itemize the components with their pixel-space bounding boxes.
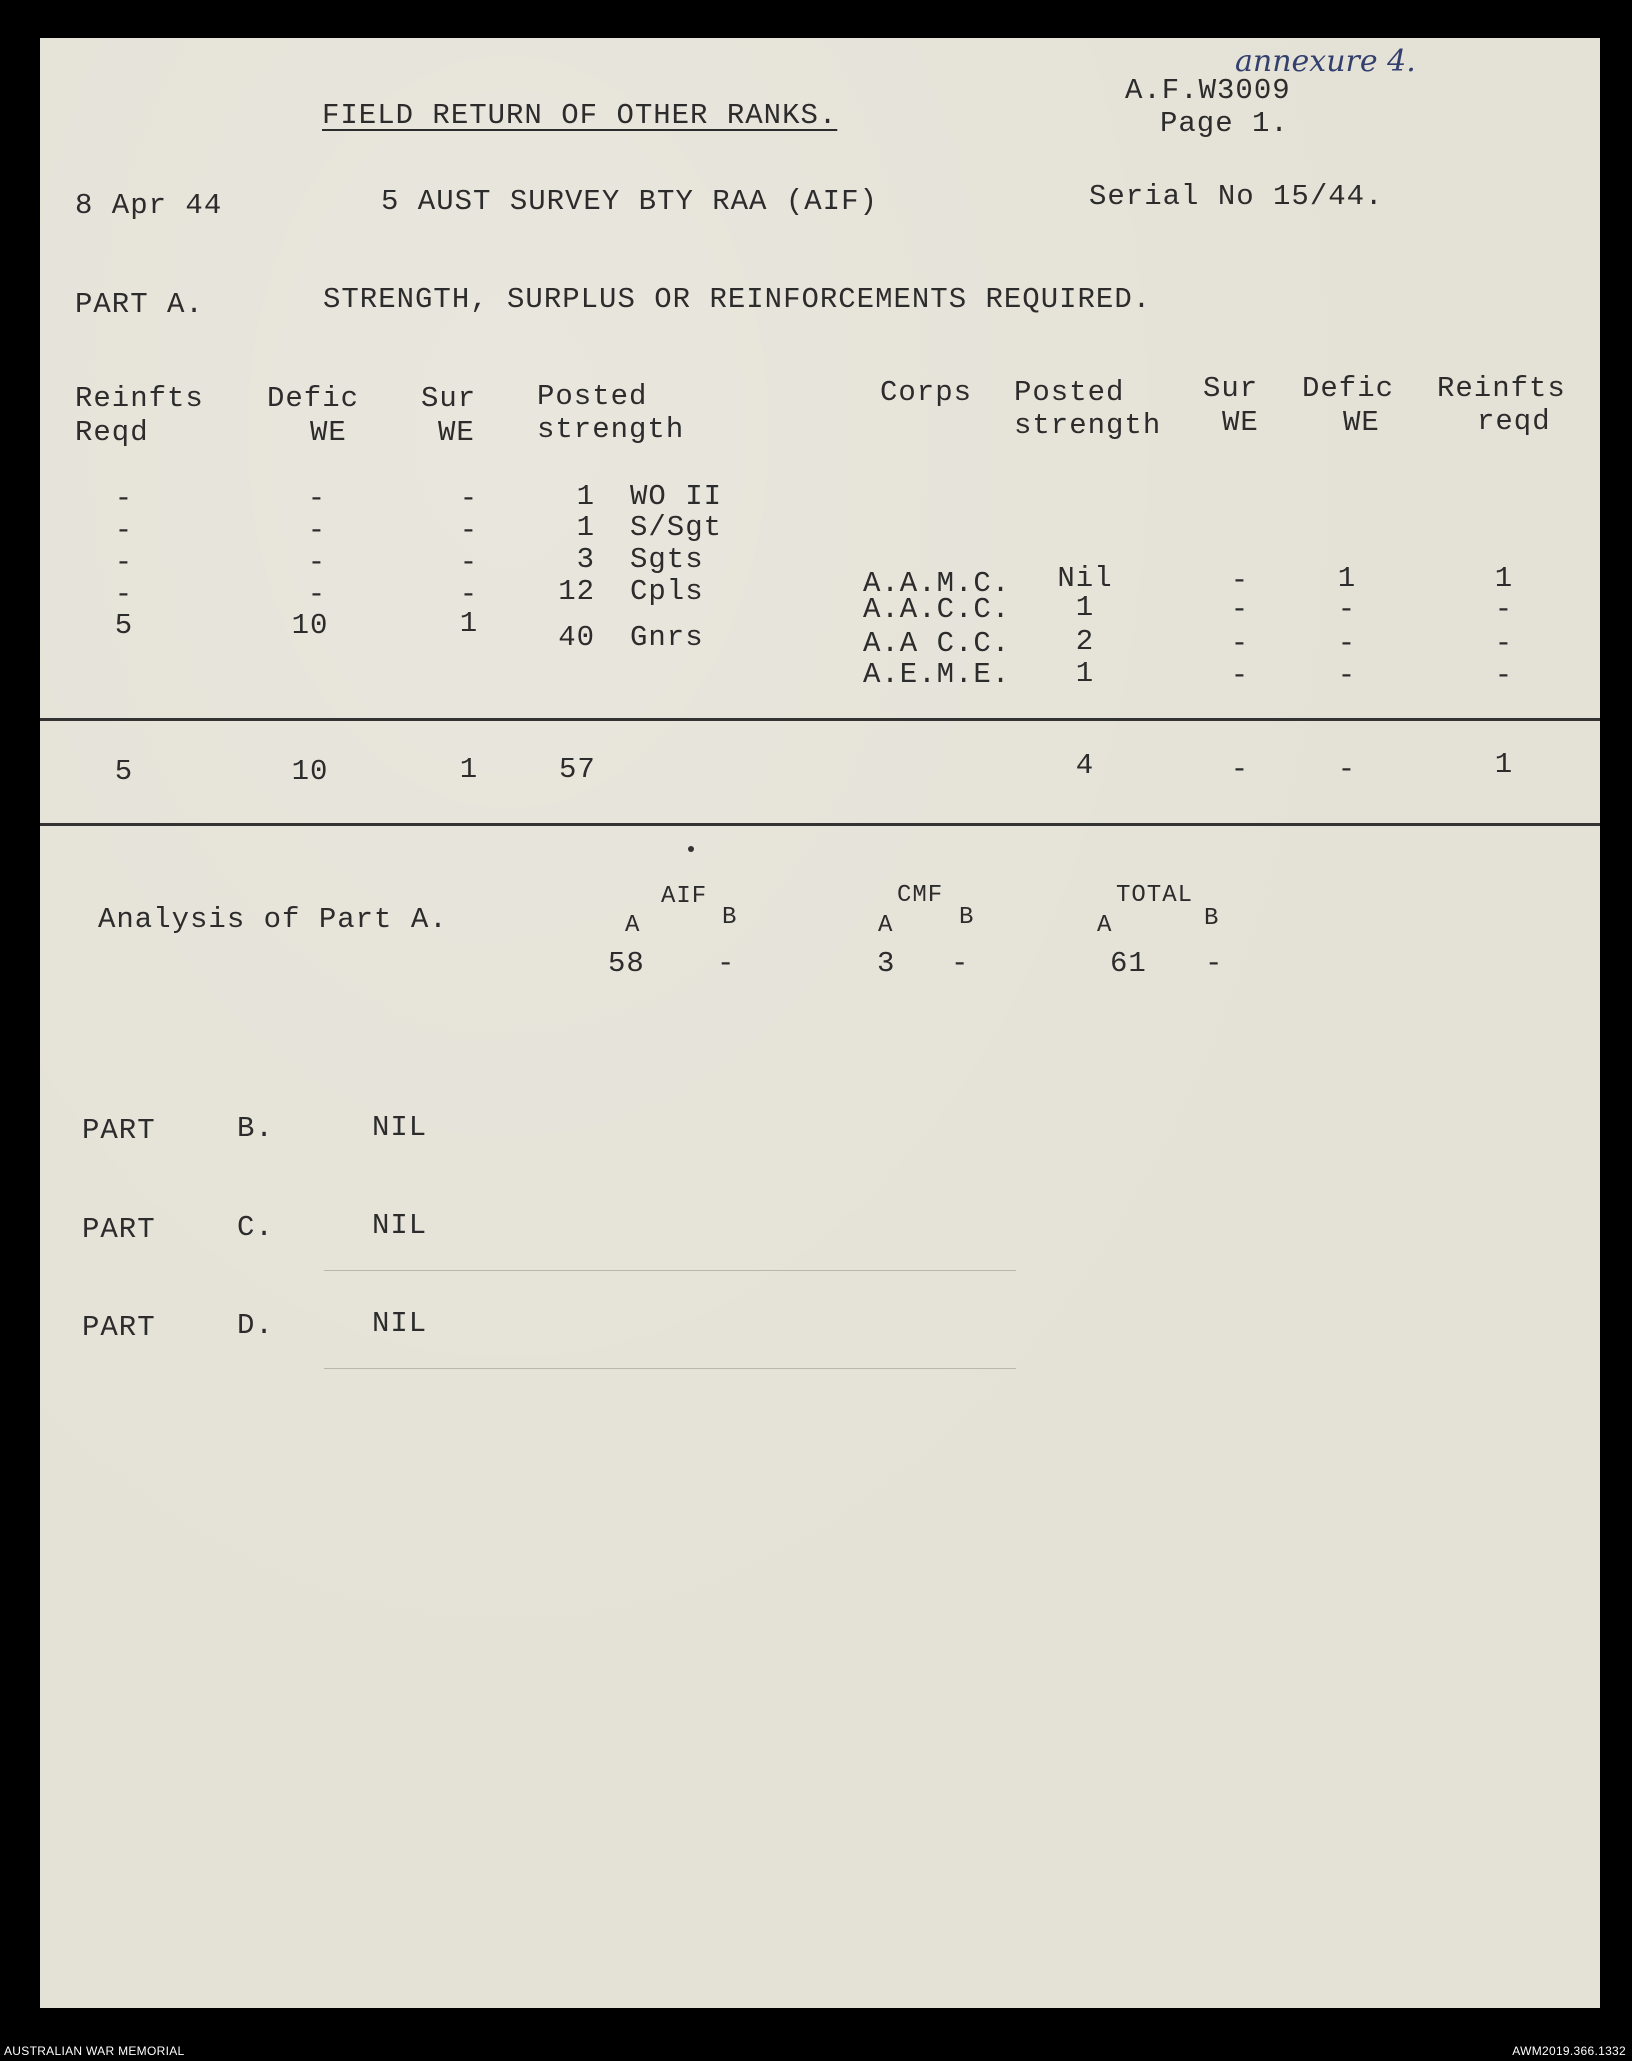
analysis-b-label: B	[722, 904, 738, 931]
part-value: NIL	[372, 1111, 428, 1144]
part-letter: D.	[237, 1309, 274, 1342]
col-header-sur-we: WE	[438, 416, 475, 449]
unit-name: 5 AUST SURVEY BTY RAA (AIF)	[381, 185, 878, 218]
analysis-a-value: 58	[608, 947, 645, 980]
analysis-label: Analysis of Part A.	[98, 903, 448, 936]
col-header-defic-we: WE	[310, 416, 347, 449]
handwritten-annotation: annexure 4.	[1235, 44, 1416, 79]
col-header-right-strength: strength	[1014, 409, 1162, 442]
col-header-strength: strength	[537, 413, 685, 446]
cell-posted: 3	[576, 543, 595, 576]
footer-archive-name: AUSTRALIAN WAR MEMORIAL	[4, 2044, 185, 2058]
col-header-sur: Sur	[421, 382, 477, 415]
rule-below-totals	[40, 823, 1600, 826]
cell-defic: 10	[291, 609, 329, 642]
analysis-group-name: TOTAL	[1116, 882, 1194, 909]
analysis-a-label: A	[878, 912, 894, 939]
document-sheet	[40, 38, 1600, 2008]
cell-reinfts: -	[114, 514, 134, 547]
col-header-right-sur-we: WE	[1222, 406, 1259, 439]
analysis-b-value: -	[1205, 947, 1224, 980]
cell-sur: -	[1230, 659, 1250, 692]
analysis-b-value: -	[717, 947, 736, 980]
part-label: PART	[82, 1114, 156, 1147]
cell-rank: Gnrs	[630, 621, 704, 654]
analysis-b-label: B	[1204, 905, 1220, 932]
cell-corps: A.A C.C.	[863, 627, 1011, 660]
analysis-group-name: CMF	[897, 882, 944, 909]
cell-sur: -	[1230, 564, 1250, 597]
cell-defic: -	[307, 514, 327, 547]
cell-posted: 12	[558, 575, 595, 608]
analysis-a-label: A	[625, 912, 641, 939]
cell-reinfts: -	[114, 546, 134, 579]
cell-posted: 1	[576, 480, 595, 513]
cell-sur: -	[459, 514, 479, 547]
total-defic: 10	[291, 755, 329, 788]
total-reinfts: 5	[114, 755, 134, 788]
col-header-reinfts: Reinfts	[75, 382, 204, 415]
col-header-reqd: Reqd	[75, 416, 149, 449]
cell-defic: -	[1337, 593, 1357, 626]
cell-rank: Sgts	[630, 543, 704, 576]
total-right-posted: 4	[1075, 749, 1095, 782]
cell-corps: A.A.M.C.	[863, 567, 1011, 600]
analysis-a-value: 61	[1110, 947, 1147, 980]
col-header-defic: Defic	[267, 382, 360, 415]
total-right-sur: -	[1230, 753, 1250, 786]
cell-defic: -	[307, 482, 327, 515]
col-header-right-defic-we: WE	[1343, 406, 1380, 439]
part-a-label: PART A.	[75, 288, 204, 321]
analysis-b-label: B	[959, 904, 975, 931]
cell-rank: S/Sgt	[630, 511, 723, 544]
cell-sur: -	[459, 482, 479, 515]
cell-posted: 40	[558, 621, 595, 654]
cell-rank: WO II	[630, 480, 723, 513]
col-header-right-defic: Defic	[1302, 372, 1395, 405]
analysis-b-value: -	[951, 947, 970, 980]
analysis-a-label: A	[1097, 912, 1113, 939]
serial-number: Serial No 15/44.	[1089, 180, 1384, 213]
cell-posted: Nil	[1057, 562, 1113, 595]
cell-sur: -	[459, 578, 479, 611]
cell-sur: -	[459, 546, 479, 579]
document-title: FIELD RETURN OF OTHER RANKS.	[322, 99, 838, 132]
total-posted: 57	[559, 753, 596, 786]
total-sur: 1	[459, 753, 479, 786]
part-a-heading: STRENGTH, SURPLUS OR REINFORCEMENTS REQUIRED.	[323, 283, 1152, 316]
cell-corps: A.E.M.E.	[863, 658, 1011, 691]
col-header-right-reinfts: Reinfts	[1437, 372, 1566, 405]
part-label: PART	[82, 1213, 156, 1246]
cell-defic: 1	[1337, 562, 1357, 595]
total-right-defic: -	[1337, 753, 1357, 786]
cell-reinfts: -	[114, 482, 134, 515]
analysis-group-name: AIF	[661, 883, 708, 910]
ink-dot	[688, 846, 694, 852]
cell-corps: A.A.C.C.	[863, 593, 1011, 626]
faint-rule-2	[324, 1368, 1016, 1369]
cell-sur: 1	[459, 607, 479, 640]
col-header-corps: Corps	[880, 376, 973, 409]
cell-posted: 1	[576, 511, 595, 544]
cell-defic: -	[1337, 659, 1357, 692]
cell-reinfts: -	[1494, 659, 1514, 692]
col-header-posted: Posted	[537, 380, 648, 413]
cell-posted: 1	[1075, 591, 1095, 624]
analysis-a-value: 3	[877, 947, 896, 980]
cell-reinfts: 1	[1494, 562, 1514, 595]
return-date: 8 Apr 44	[75, 189, 223, 222]
footer-accession-number: AWM2019.366.1332	[1512, 2044, 1626, 2058]
faint-rule-1	[324, 1270, 1016, 1271]
cell-reinfts: -	[114, 578, 134, 611]
part-label: PART	[82, 1311, 156, 1344]
total-right-reinfts: 1	[1494, 748, 1514, 781]
page-number: Page 1.	[1160, 107, 1289, 140]
form-number: A.F.W3009	[1125, 74, 1291, 107]
cell-reinfts: -	[1494, 593, 1514, 626]
cell-defic: -	[307, 546, 327, 579]
cell-reinfts: -	[1494, 627, 1514, 660]
part-value: NIL	[372, 1307, 428, 1340]
col-header-right-posted: Posted	[1014, 376, 1125, 409]
cell-posted: 2	[1075, 625, 1095, 658]
part-letter: B.	[237, 1112, 274, 1145]
col-header-right-reqd: reqd	[1477, 405, 1551, 438]
cell-posted: 1	[1075, 657, 1095, 690]
col-header-right-sur: Sur	[1203, 372, 1259, 405]
cell-sur: -	[1230, 593, 1250, 626]
cell-rank: Cpls	[630, 575, 704, 608]
cell-defic: -	[1337, 627, 1357, 660]
cell-sur: -	[1230, 627, 1250, 660]
part-value: NIL	[372, 1209, 428, 1242]
cell-reinfts: 5	[114, 609, 134, 642]
part-letter: C.	[237, 1211, 274, 1244]
rule-above-totals	[40, 718, 1600, 721]
cell-defic: -	[307, 578, 327, 611]
